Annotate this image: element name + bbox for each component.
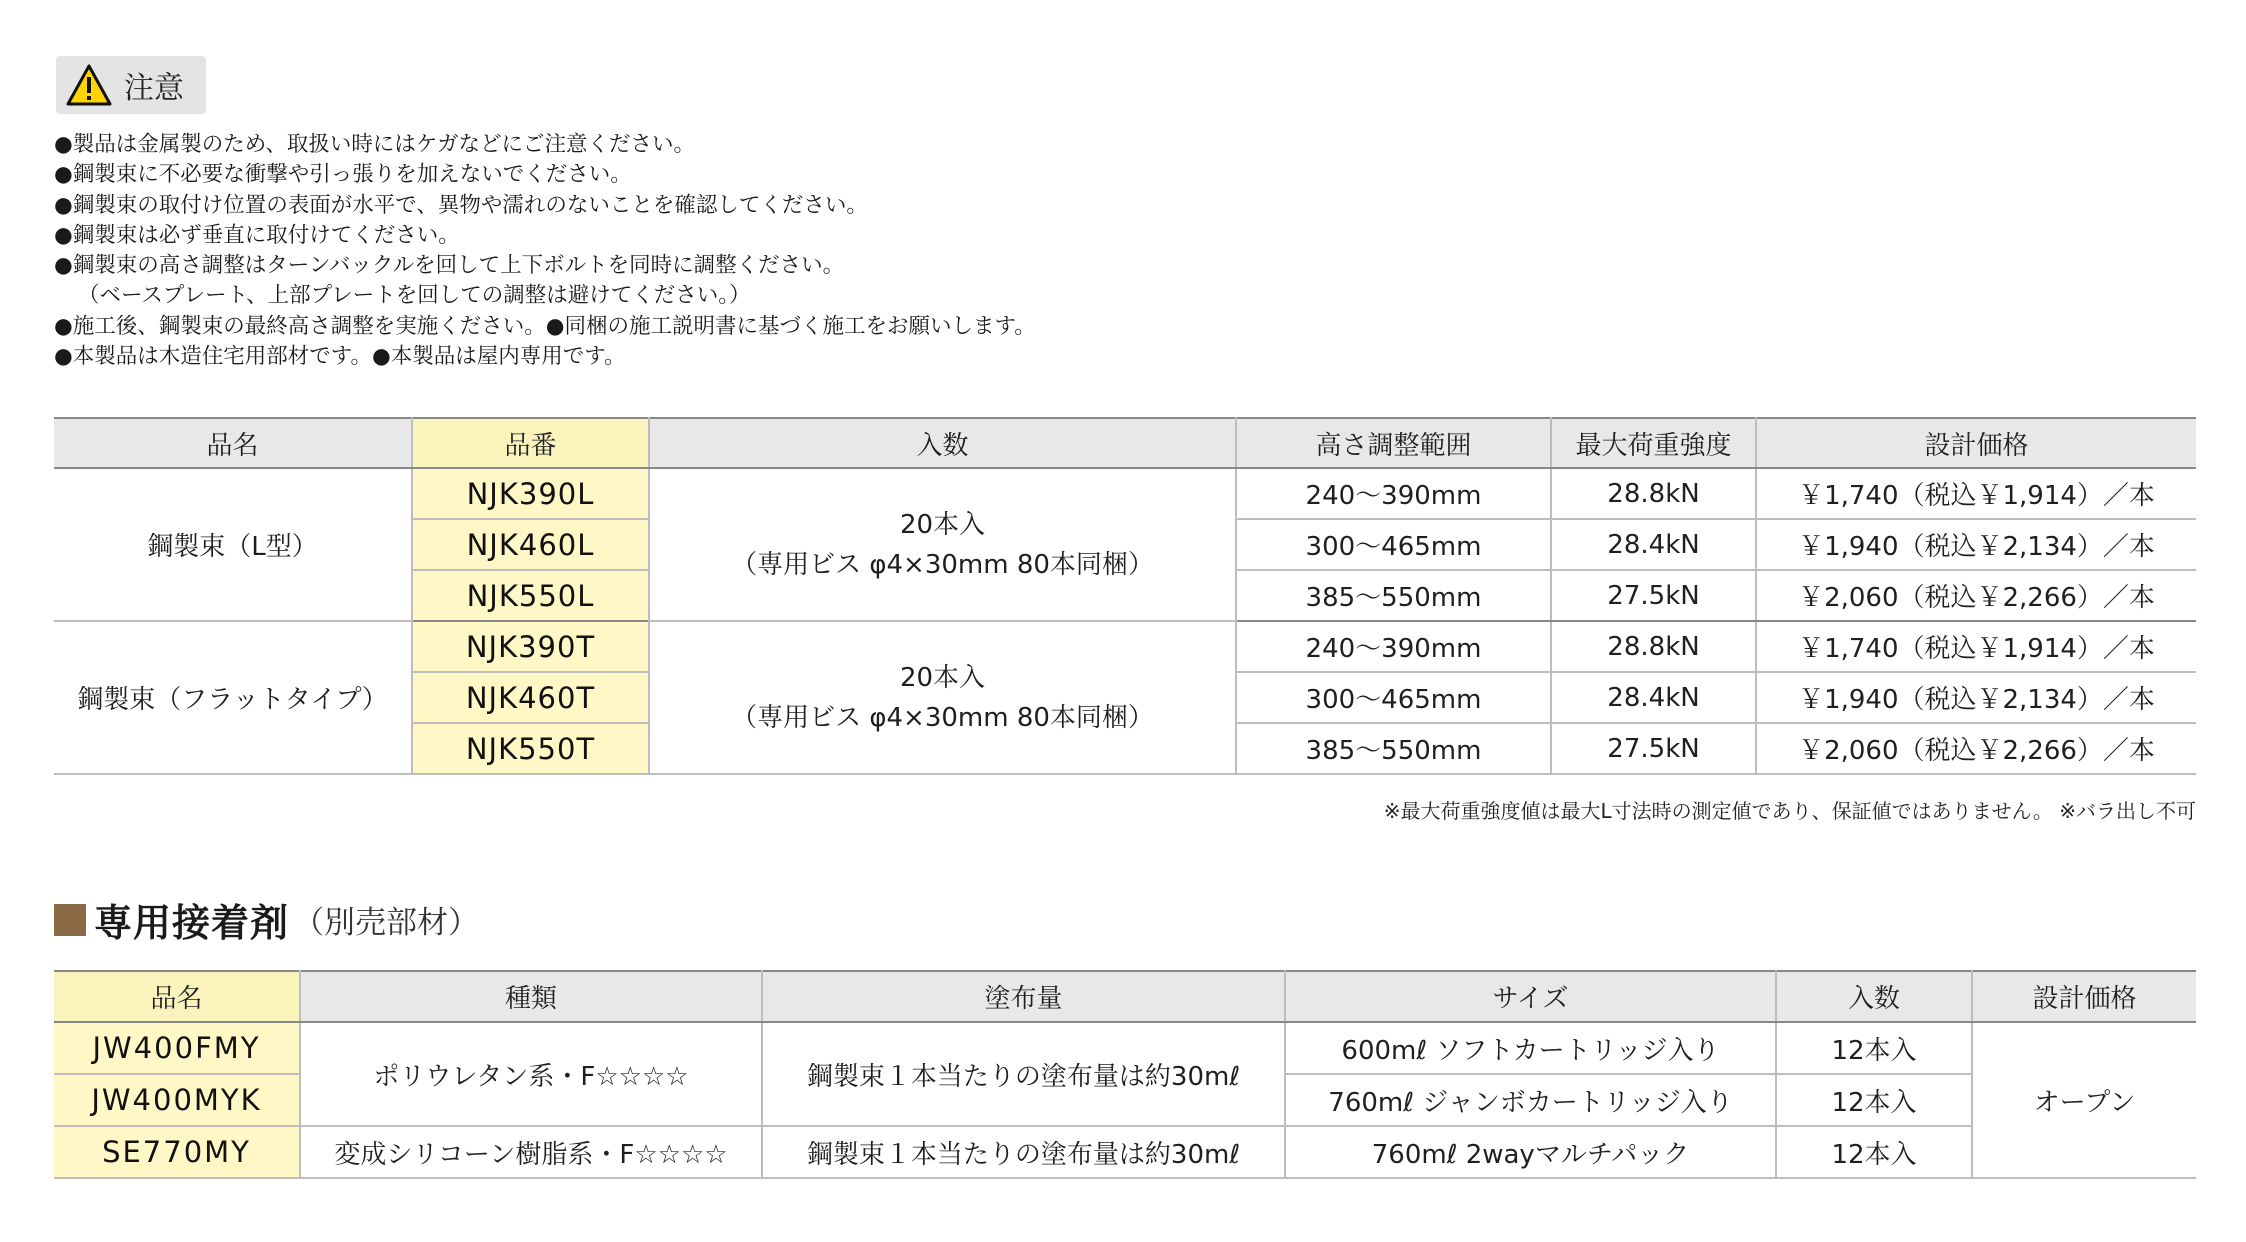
price-cell: ￥2,060（税込￥2,266）／本 <box>1756 723 2196 774</box>
range-cell: 240～390mm <box>1236 621 1551 672</box>
note-line: ●製品は金属製のため、取扱い時にはケガなどにご注意ください。 <box>54 132 695 157</box>
product-code-cell: NJK550T <box>412 723 649 774</box>
col-header-code: 品番 <box>412 418 649 468</box>
price-cell: ￥1,940（税込￥2,134）／本 <box>1756 519 2196 570</box>
caution-badge <box>56 56 206 114</box>
note-line: ●鋼製束は必ず垂直に取付けてください。 <box>54 222 460 248</box>
product-code-cell: NJK460L <box>412 519 649 570</box>
note-line: ●施工後、鋼製束の最終高さ調整を実施ください。●同梱の施工説明書に基づく施工をお願いします。 <box>54 313 1036 339</box>
note-line: ●鋼製束の高さ調整はターンバックルを回して上下ボルトを同時に調整ください。 <box>54 253 845 279</box>
amount-cell: 鋼製束１本当たりの塗布量は約30mℓ <box>762 1022 1285 1126</box>
steel-post-table <box>54 417 2196 775</box>
note-line: ●本製品は木造住宅用部材です。●本製品は屋内専用です。 <box>54 344 626 370</box>
load-cell: 28.4kN <box>1551 672 1756 723</box>
product-code-cell: NJK550L <box>412 570 649 621</box>
caution-notes <box>54 130 1254 372</box>
col-header-price: 設計価格 <box>1972 971 2196 1022</box>
size-cell: 600mℓ ソフトカートリッジ入り <box>1285 1022 1776 1074</box>
col-header-load: 最大荷重強度 <box>1551 418 1756 468</box>
section-marker-icon <box>54 904 86 936</box>
note-line: （ベースプレート、上部プレートを回しての調整は避けてください。） <box>78 283 751 309</box>
col-header-price: 設計価格 <box>1756 418 2196 468</box>
price-cell: ￥1,740（税込￥1,914）／本 <box>1756 621 2196 672</box>
amount-cell: 鋼製束１本当たりの塗布量は約30mℓ <box>762 1126 1285 1178</box>
quantity-cell <box>649 621 1236 774</box>
table-footnote: ※最大荷重強度値は最大L寸法時の測定値であり、保証値ではありません。 ※バラ出し不可 <box>1383 799 2196 823</box>
product-code-cell: SE770MY <box>54 1126 300 1178</box>
col-header-size: サイズ <box>1285 971 1776 1022</box>
quantity-cell <box>649 468 1236 621</box>
load-cell: 28.8kN <box>1551 621 1756 672</box>
col-header-qty: 入数 <box>1776 971 1972 1022</box>
caution-label: 注意 <box>124 71 184 106</box>
load-cell: 27.5kN <box>1551 723 1756 774</box>
product-code-cell: NJK390L <box>412 468 649 519</box>
col-header-type: 種類 <box>300 971 762 1022</box>
range-cell: 385～550mm <box>1236 723 1551 774</box>
product-code-cell: NJK460T <box>412 672 649 723</box>
price-cell: ￥1,940（税込￥2,134）／本 <box>1756 672 2196 723</box>
range-cell: 240～390mm <box>1236 468 1551 519</box>
col-header-name: 品名 <box>54 971 300 1022</box>
quantity-note: （専用ビス φ4×30mm 80本同梱） <box>731 549 1154 580</box>
range-cell: 300～465mm <box>1236 519 1551 570</box>
range-cell: 300～465mm <box>1236 672 1551 723</box>
section-heading: 専用接着剤 <box>94 901 290 945</box>
table-row <box>54 1126 2196 1178</box>
product-code-cell: JW400FMY <box>54 1022 300 1074</box>
price-cell: オープン <box>1972 1022 2196 1178</box>
size-cell: 760mℓ 2wayマルチパック <box>1285 1126 1776 1178</box>
adhesive-table <box>54 970 2196 1179</box>
col-header-name: 品名 <box>54 418 412 468</box>
size-cell: 760mℓ ジャンボカートリッジ入り <box>1285 1074 1776 1126</box>
section-title <box>54 892 479 947</box>
load-cell: 28.4kN <box>1551 519 1756 570</box>
product-name-cell: 鋼製束（L型） <box>54 468 412 621</box>
table-header-row <box>54 418 2196 468</box>
qty-cell: 12本入 <box>1776 1074 1972 1126</box>
col-header-amount: 塗布量 <box>762 971 1285 1022</box>
table-row <box>54 621 2196 672</box>
quantity-line: 20本入 <box>899 662 986 693</box>
table-header-row <box>54 971 2196 1022</box>
quantity-note: （専用ビス φ4×30mm 80本同梱） <box>731 702 1154 733</box>
note-line: ●鋼製束の取付け位置の表面が水平で、異物や濡れのないことを確認してください。 <box>54 192 868 218</box>
type-cell: ポリウレタン系・F☆☆☆☆ <box>300 1022 762 1126</box>
warning-icon <box>66 63 112 107</box>
product-code-cell: NJK390T <box>412 621 649 672</box>
table-row <box>54 468 2196 519</box>
type-cell: 変成シリコーン樹脂系・F☆☆☆☆ <box>300 1126 762 1178</box>
col-header-range: 高さ調整範囲 <box>1236 418 1551 468</box>
quantity-line: 20本入 <box>899 509 986 540</box>
table-row <box>54 1022 2196 1074</box>
product-code-cell: JW400MYK <box>54 1074 300 1126</box>
col-header-qty: 入数 <box>649 418 1236 468</box>
note-line: ●鋼製束に不必要な衝撃や引っ張りを加えないでください。 <box>54 162 632 188</box>
load-cell: 28.8kN <box>1551 468 1756 519</box>
qty-cell: 12本入 <box>1776 1022 1972 1074</box>
load-cell: 27.5kN <box>1551 570 1756 621</box>
section-subheading: （別売部材） <box>293 905 480 941</box>
price-cell: ￥1,740（税込￥1,914）／本 <box>1756 468 2196 519</box>
qty-cell: 12本入 <box>1776 1126 1972 1178</box>
product-name-cell: 鋼製束（フラットタイプ） <box>54 621 412 774</box>
range-cell: 385～550mm <box>1236 570 1551 621</box>
price-cell: ￥2,060（税込￥2,266）／本 <box>1756 570 2196 621</box>
